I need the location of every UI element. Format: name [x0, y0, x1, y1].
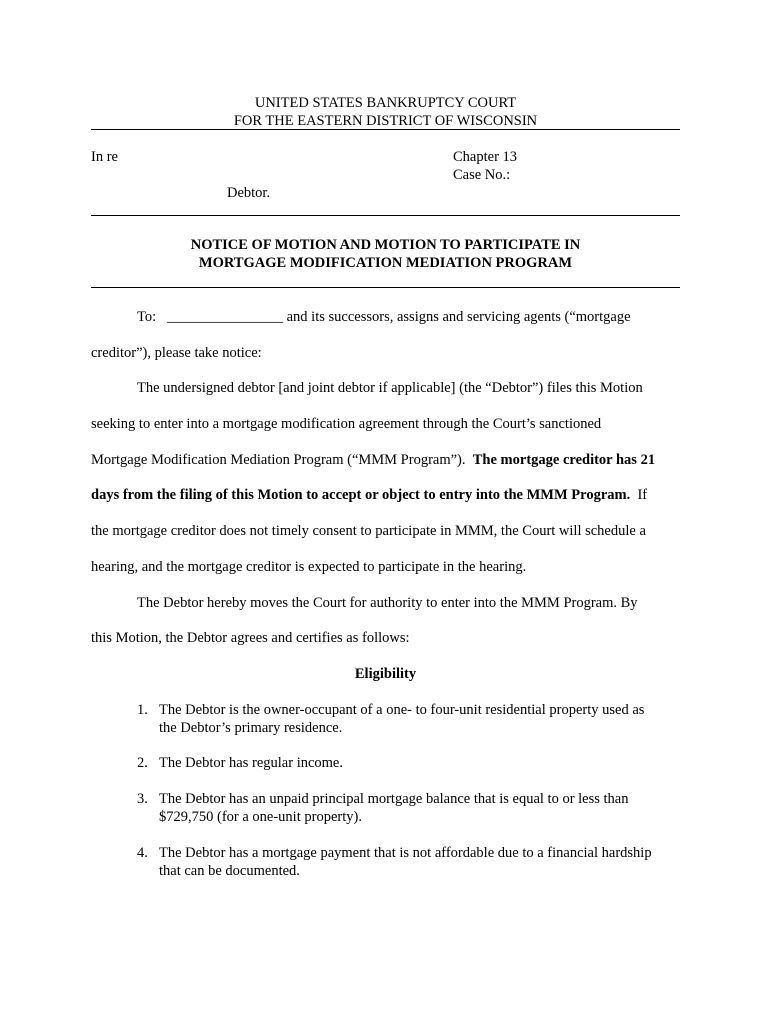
creditor-name-blank: ________________	[167, 309, 283, 325]
list-item-text: The Debtor has a mortgage payment that is not affordable due to a financial hardship	[159, 845, 652, 861]
to-rest: and its successors, assigns and servicing agents (“mortgage	[283, 309, 631, 325]
para1-line3-bold: The mortgage creditor has 21	[472, 452, 656, 468]
notice-to-line2: creditor”), please take notice:	[91, 345, 262, 361]
document-title-line1: NOTICE OF MOTION AND MOTION TO PARTICIPATE IN	[190, 237, 581, 253]
para1-line2: seeking to enter into a mortgage modification agreement through the Court’s sanctioned	[91, 416, 602, 432]
para1-line3-plain: Mortgage Modification Mediation Program (“MMM Program”).	[91, 452, 473, 468]
eligibility-heading: Eligibility	[354, 666, 417, 682]
list-item-text: The Debtor has regular income.	[159, 755, 343, 771]
para1-line3	[91, 452, 655, 469]
court-name-line2: FOR THE EASTERN DISTRICT OF WISCONSIN	[233, 113, 538, 129]
para1-line4	[91, 487, 647, 504]
list-item-number: 4.	[137, 845, 148, 861]
caption-rule	[91, 215, 680, 216]
list-item-text: that can be documented.	[159, 863, 300, 879]
header-rule	[91, 129, 680, 130]
document-title-line2: MORTGAGE MODIFICATION MEDIATION PROGRAM	[198, 255, 573, 271]
para1-line4-bold: days from the filing of this Motion to accept or object to entry into the MMM Program.	[91, 487, 631, 503]
list-item-number: 3.	[137, 791, 148, 807]
caption-in-re: In re	[91, 149, 118, 165]
list-item-number: 2.	[137, 755, 148, 771]
list-item-text: The Debtor is the owner-occupant of a one- to four-unit residential property used as	[159, 702, 645, 718]
para1-line6: hearing, and the mortgage creditor is expected to participate in the hearing.	[91, 559, 527, 575]
para2-line2: this Motion, the Debtor agrees and certifies as follows:	[91, 630, 410, 646]
court-name-line1: UNITED STATES BANKRUPTCY COURT	[254, 95, 517, 111]
list-item-text: $729,750 (for a one-unit property).	[159, 809, 362, 825]
list-item-number: 1.	[137, 702, 148, 718]
para2-line1: The Debtor hereby moves the Court for authority to enter into the MMM Program. By	[137, 595, 638, 611]
para1-line5: the mortgage creditor does not timely consent to participate in MMM, the Court will schedule a	[91, 523, 646, 539]
title-rule	[91, 287, 680, 288]
to-prefix: To:	[137, 309, 157, 325]
notice-to-line	[137, 309, 631, 326]
caption-debtor: Debtor.	[227, 185, 271, 201]
list-item-text: the Debtor’s primary residence.	[159, 720, 343, 736]
para1-line1: The undersigned debtor [and joint debtor if applicable] (the “Debtor”) files this Motion	[137, 380, 643, 396]
caption-chapter: Chapter 13	[453, 149, 518, 165]
para1-line4-plain: If	[630, 487, 648, 503]
list-item-text: The Debtor has an unpaid principal mortgage balance that is equal to or less than	[159, 791, 629, 807]
caption-case-no: Case No.:	[453, 167, 511, 183]
